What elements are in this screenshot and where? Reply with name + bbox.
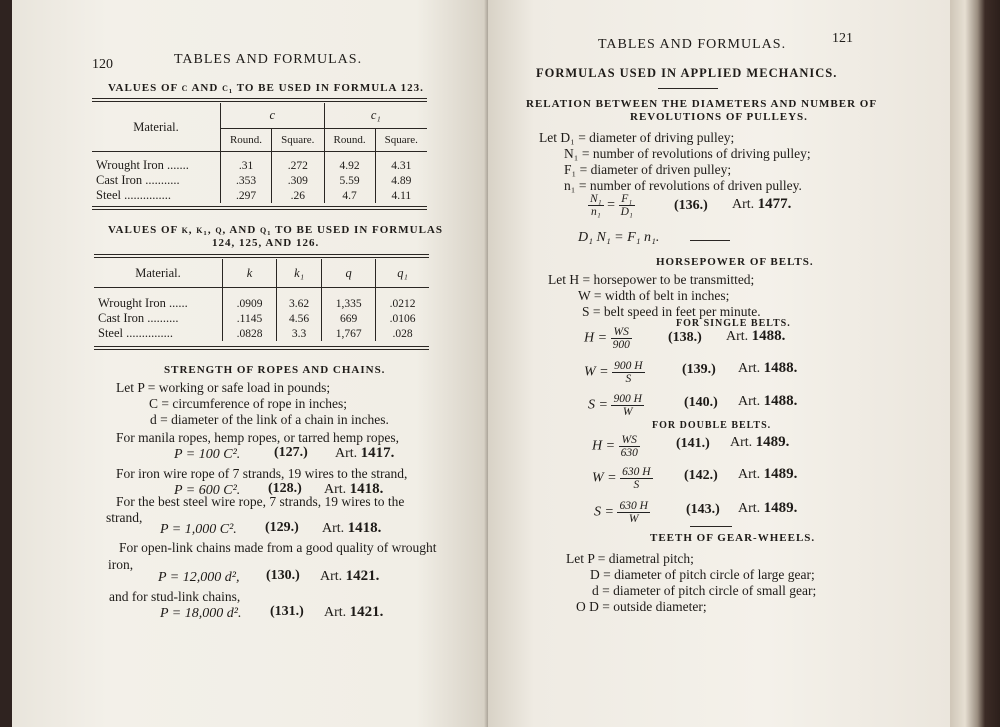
table2-cell: .0909	[223, 288, 277, 312]
left-page-number: 120	[92, 57, 113, 72]
belts-title: HORSEPOWER OF BELTS.	[656, 256, 814, 268]
table1	[92, 103, 427, 203]
belts-let-3: S = belt speed in feet per minute.	[582, 304, 761, 319]
ropes-manila-text: For manila ropes, hemp ropes, or tarred hemp ropes,	[116, 430, 400, 445]
table1-cell: 4.89	[375, 173, 427, 188]
table2-cell: .0106	[376, 311, 429, 326]
pulleys-let-3: F₁ = diameter of driven pulley;	[564, 162, 732, 177]
formula-136-art: Art. 1477.	[732, 196, 792, 212]
formula-129-number: (129.)	[265, 520, 299, 535]
table1-material: Wrought Iron .......	[96, 158, 189, 172]
belts-single-subtitle: FOR SINGLE BELTS.	[676, 318, 791, 329]
gears-let-2: D = diameter of pitch circle of large gear;	[590, 567, 815, 582]
formula-142-art: Art. 1489.	[738, 466, 798, 482]
table1-title: VALUES OF c AND c₁ TO BE USED IN FORMULA 123.	[108, 82, 424, 94]
left-page-header: TABLES AND FORMULAS.	[174, 52, 363, 67]
table2-cell: 3.3	[277, 326, 322, 341]
table2-header-q1: q₁	[376, 259, 429, 288]
table2-material: Steel ...............	[98, 326, 173, 340]
formula-141-art: Art. 1489.	[730, 434, 790, 450]
formula-136-lhs: $\frac{\text{N₁}}{\text{n₁}}$	[590, 193, 602, 218]
formula-130: P = 12,000 d²,	[158, 570, 240, 585]
formula-138-art: Art. 1488.	[726, 328, 786, 344]
table1-material-header: Material.	[92, 103, 221, 152]
formula-129: P = 1,000 C².	[160, 522, 237, 537]
table2-title: VALUES OF k, k₁, q, AND q₁ TO BE USED IN FORMULAS	[108, 224, 443, 236]
ropes-let-1: Let P = working or safe load in pounds;	[116, 380, 331, 395]
formula-142-number: (142.)	[684, 468, 718, 483]
table-row	[94, 311, 429, 326]
left-page	[12, 0, 488, 727]
belts-double-subtitle: FOR DOUBLE BELTS.	[652, 420, 772, 431]
table-row	[94, 326, 429, 341]
ropes-iron-text: For iron wire rope of 7 strands, 19 wires to the strand,	[116, 466, 408, 481]
formula-128: P = 600 C².	[174, 483, 241, 498]
table1-cell: .297	[221, 188, 272, 203]
table2-cell: 669	[322, 311, 376, 326]
formula-129-art: Art. 1418.	[322, 520, 382, 536]
table1-cell: 4.92	[324, 152, 375, 174]
gears-let-1: Let P = diametral pitch;	[566, 551, 694, 566]
ropes-steel-text-2: strand,	[106, 510, 143, 525]
formula-143-art: Art. 1489.	[738, 500, 798, 516]
formula-128-number: (128.)	[268, 481, 302, 496]
formula-138-number: (138.)	[668, 330, 702, 345]
formula-140: S = $\frac{900 H}{W}$	[588, 393, 642, 418]
table1-cell: 4.7	[324, 188, 375, 203]
formula-142: W = $\frac{630 H}{S}$	[592, 466, 651, 491]
pulleys-title: RELATION BETWEEN THE DIAMETERS AND NUMBER OF	[526, 98, 878, 110]
formula-130-art: Art. 1421.	[320, 568, 380, 584]
table-row	[94, 288, 429, 312]
title-rule	[658, 88, 718, 89]
table2-header-k1: k₁	[277, 259, 322, 288]
gears-title: TEETH OF GEAR-WHEELS.	[650, 532, 816, 544]
table2-material: Cast Iron ..........	[98, 311, 179, 325]
table2-cell: .0212	[376, 288, 429, 312]
formula-127-art: Art. 1417.	[335, 445, 395, 461]
table2-cell: 3.62	[277, 288, 322, 312]
formula-131: P = 18,000 d².	[160, 606, 242, 621]
belts-let-2: W = width of belt in inches;	[578, 288, 730, 303]
table1-cell: 4.11	[375, 188, 427, 203]
table1-cell: .272	[272, 152, 325, 174]
pulleys-let-4: n₁ = number of revolutions of driven pulley.	[564, 178, 802, 193]
formula-141-number: (141.)	[676, 436, 710, 451]
table1-cell: 5.59	[324, 173, 375, 188]
formula-131-art: Art. 1421.	[324, 604, 384, 620]
formula-136-rhs: $\frac{\text{F₁}}{\text{D₁}}$	[620, 193, 633, 218]
table1-cell: .31	[221, 152, 272, 174]
table1-subheader: Round.	[221, 128, 272, 151]
pulleys-title-line2: REVOLUTIONS OF PULLEYS.	[630, 111, 808, 123]
gears-let-4: O D = outside diameter;	[576, 599, 707, 614]
formula-136-number: (136.)	[674, 198, 708, 213]
formula-139-number: (139.)	[682, 362, 716, 377]
ropes-let-3: d = diameter of the link of a chain in inches.	[150, 412, 389, 427]
table1-cell: 4.31	[375, 152, 427, 174]
table-row	[92, 188, 427, 203]
table1-cell: .26	[272, 188, 325, 203]
right-page-header: TABLES AND FORMULAS.	[598, 37, 787, 52]
pulleys-end-rule	[690, 240, 730, 241]
table2-cell: 1,335	[322, 288, 376, 312]
table2-header-k: k	[223, 259, 277, 288]
formula-130-number: (130.)	[266, 568, 300, 583]
belts-let-1: Let H = horsepower to be transmitted;	[548, 272, 755, 287]
right-page	[488, 0, 950, 727]
table1-cell: .353	[221, 173, 272, 188]
pulleys-let-1: Let D₁ = diameter of driving pulley;	[539, 130, 735, 145]
formula-128-art: Art. 1418.	[324, 481, 384, 497]
formula-127: P = 100 C².	[174, 447, 241, 462]
formula-140-art: Art. 1488.	[738, 393, 798, 409]
gears-let-3: d = diameter of pitch circle of small gear;	[592, 583, 817, 598]
ropes-studlink-text: and for stud-link chains,	[109, 589, 241, 604]
table-row	[92, 173, 427, 188]
table-row	[92, 152, 427, 174]
table2-cell: .028	[376, 326, 429, 341]
formula-139-art: Art. 1488.	[738, 360, 798, 376]
table2-title-line2: 124, 125, AND 126.	[212, 237, 320, 249]
table1-subheader: Square.	[272, 128, 325, 151]
right-page-number: 121	[832, 31, 853, 46]
book-page-edges-right	[950, 0, 1000, 727]
right-page-title: FORMULAS USED IN APPLIED MECHANICS.	[536, 66, 838, 80]
formula-143-number: (143.)	[686, 502, 720, 517]
ropes-openlink-text-2: iron,	[108, 557, 134, 572]
ropes-openlink-text: For open-link chains made from a good quality of wrought	[119, 540, 437, 555]
table2-material: Wrought Iron ......	[98, 296, 188, 310]
table2-header-q: q	[322, 259, 376, 288]
ropes-section-title: STRENGTH OF ROPES AND CHAINS.	[164, 364, 386, 376]
table1-group-c: c	[221, 103, 325, 128]
table1-bottom-rule	[92, 206, 427, 210]
table2-cell: 4.56	[277, 311, 322, 326]
table2-bottom-rule	[94, 346, 429, 350]
formula-141: H = $\frac{WS}{630}$	[592, 434, 638, 459]
table2-cell: .0828	[223, 326, 277, 341]
table1-top-rule	[92, 98, 427, 102]
pulleys-let-2: N₁ = number of revolutions of driving pulley;	[564, 146, 811, 161]
table1-subheader: Square.	[375, 128, 427, 151]
formula-137: D₁ N₁ = F₁ n₁.	[578, 230, 660, 245]
table1-subheader: Round.	[324, 128, 375, 151]
ropes-steel-text: For the best steel wire rope, 7 strands, 19 wires to the	[116, 494, 405, 509]
table1-cell: .309	[272, 173, 325, 188]
table2	[94, 259, 429, 341]
belts-end-rule	[690, 526, 732, 527]
table1-material: Cast Iron ...........	[96, 173, 180, 187]
formula-143: S = $\frac{630 H}{W}$	[594, 500, 648, 525]
formula-139: W = $\frac{900 H}{S}$	[584, 360, 643, 385]
formula-131-number: (131.)	[270, 604, 304, 619]
table2-header-material: Material.	[94, 259, 223, 288]
table1-group-c1: c₁	[324, 103, 427, 128]
formula-138: H = $\frac{WS}{900}$	[584, 326, 630, 351]
table1-material: Steel ...............	[96, 188, 171, 202]
table2-top-rule	[94, 254, 429, 258]
formula-127-number: (127.)	[274, 445, 308, 460]
table2-cell: .1145	[223, 311, 277, 326]
formula-140-number: (140.)	[684, 395, 718, 410]
table2-cell: 1,767	[322, 326, 376, 341]
formula-136: $\frac{\text{N₁}}{\text{n₁}}$ = $\frac{\text{F₁}}{\text{D₁}}$	[590, 193, 633, 218]
ropes-let-2: C = circumference of rope in inches;	[149, 396, 348, 411]
